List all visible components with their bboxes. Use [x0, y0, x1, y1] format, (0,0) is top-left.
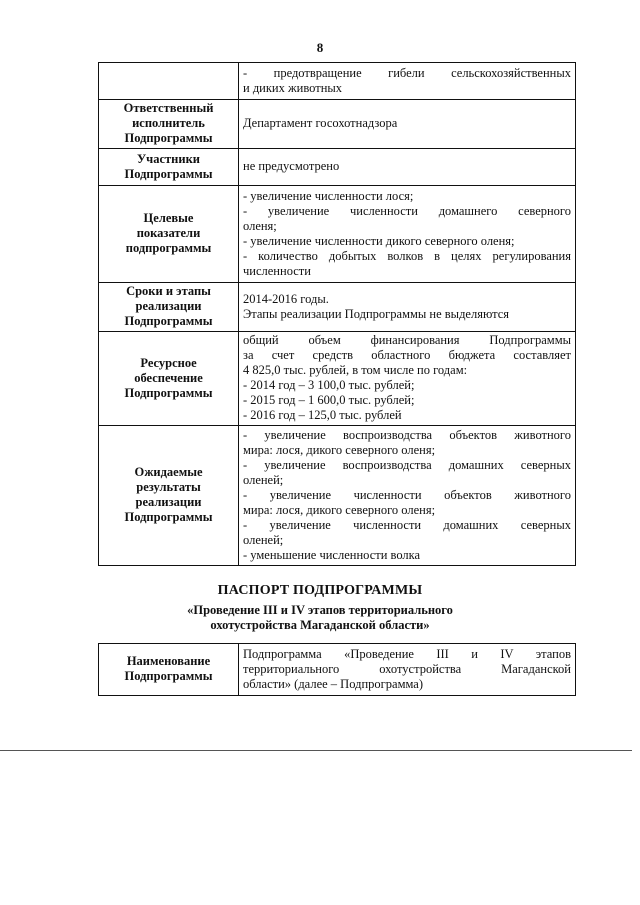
- value-line: мира: лося, дикого северного оленя;: [243, 442, 436, 457]
- row-value-participants: [239, 149, 576, 186]
- value-line: - увеличение численности домашнего северного: [243, 203, 571, 218]
- value-line: оленя;: [243, 218, 277, 233]
- value-line: и диких животных: [243, 80, 343, 95]
- row-label-participants: [99, 149, 239, 186]
- value-line: мира: лося, дикого северного оленя;: [243, 502, 436, 517]
- label-line: реализации: [135, 299, 202, 313]
- value-line: за счет средств областного бюджета составляет: [243, 348, 571, 362]
- row-value-name: [239, 644, 576, 696]
- value-line: - увеличение численности лося;: [243, 188, 414, 203]
- label-line: Сроки и этапы: [126, 284, 211, 298]
- value-line: Подпрограмма «Проведение III и IV этапов: [243, 646, 571, 661]
- row-value-responsible: [239, 100, 576, 149]
- value-line: оленей;: [243, 472, 284, 487]
- passport-table-continued: [98, 62, 576, 566]
- label-line: Подпрограммы: [124, 385, 213, 400]
- label-line: Подпрограммы: [124, 131, 213, 145]
- label-line: реализации: [135, 495, 202, 509]
- row-label-name: [99, 644, 239, 696]
- row-label-expected-results: [99, 426, 239, 566]
- value-line: - 2014 год – 3 100,0 тыс. рублей;: [243, 378, 415, 392]
- label-line: Ресурсное: [140, 355, 197, 370]
- label-line: Подпрограммы: [124, 669, 213, 683]
- section-title: ПАСПОРТ ПОДПРОГРАММЫ: [217, 583, 423, 598]
- label-line: подпрограммы: [125, 241, 212, 255]
- value-line: - количество добытых волков в целях регулирования: [243, 248, 571, 263]
- page-number: 8: [316, 40, 324, 55]
- label-line: исполнитель: [132, 116, 205, 130]
- value-line: - увеличение численности дикого северного оленя;: [243, 233, 515, 248]
- table-row: [99, 332, 576, 426]
- label-line: Подпрограммы: [124, 314, 213, 328]
- row-value-prevention: [239, 63, 576, 100]
- value-line: области» (далее – Подпрограмма): [243, 676, 424, 691]
- table-row: [99, 426, 576, 566]
- value-line: - предотвращение гибели сельскохозяйственных: [243, 65, 571, 80]
- value-line: 2014-2016 годы.: [243, 291, 329, 306]
- row-label-empty: [99, 63, 239, 100]
- passport-table-new: [98, 643, 576, 696]
- row-label-targets: [99, 186, 239, 283]
- value-line: оленей;: [243, 532, 284, 547]
- value-line: - увеличение воспроизводства домашних северных: [243, 457, 571, 472]
- row-value-expected-results: [239, 426, 576, 566]
- row-label-timeline: [99, 283, 239, 332]
- value-line: общий объем финансирования Подпрограммы: [243, 333, 571, 347]
- value-line: не предусмотрено: [243, 159, 340, 173]
- table-row: [99, 186, 576, 283]
- value-line: - уменьшение численности волка: [243, 547, 421, 562]
- row-label-resources: [99, 332, 239, 426]
- value-line: - увеличение численности объектов животного: [243, 487, 571, 502]
- value-line: Департамент госохотнадзора: [243, 116, 398, 130]
- value-line: 4 825,0 тыс. рублей, в том числе по годам:: [243, 363, 468, 377]
- table-row: [99, 63, 576, 100]
- row-value-resources: [239, 332, 576, 426]
- value-line: - увеличение численности домашних северных: [243, 517, 571, 532]
- subtitle-line: охотустройства Магаданской области»: [210, 618, 430, 632]
- label-line: Целевые: [143, 211, 194, 225]
- label-line: результаты: [136, 480, 201, 494]
- value-line: - 2016 год – 125,0 тыс. рублей: [243, 408, 402, 422]
- label-line: Наименование: [126, 654, 211, 668]
- value-line: - 2015 год – 1 600,0 тыс. рублей;: [243, 393, 415, 407]
- table-row: [99, 100, 576, 149]
- table-row: [99, 149, 576, 186]
- label-line: Участники: [137, 151, 200, 166]
- label-line: Ожидаемые: [134, 465, 203, 479]
- value-line: территориального охотустройства Магаданской: [243, 661, 571, 676]
- subtitle-line: «Проведение III и IV этапов территориального: [187, 603, 453, 617]
- value-line: численности: [243, 263, 311, 278]
- row-value-targets: [239, 186, 576, 283]
- label-line: Ответственный: [123, 101, 214, 115]
- label-line: обеспечение: [134, 370, 203, 385]
- section-subtitle: [0, 603, 640, 633]
- page-bottom-rule: [0, 750, 632, 751]
- label-line: показатели: [136, 226, 201, 240]
- table-row: [99, 283, 576, 332]
- label-line: Подпрограммы: [124, 166, 213, 181]
- row-label-responsible: [99, 100, 239, 149]
- value-line: - увеличение воспроизводства объектов животного: [243, 427, 571, 442]
- table-row: [99, 644, 576, 696]
- label-line: Подпрограммы: [124, 510, 213, 524]
- value-line: Этапы реализации Подпрограммы не выделяются: [243, 306, 510, 321]
- row-value-timeline: [239, 283, 576, 332]
